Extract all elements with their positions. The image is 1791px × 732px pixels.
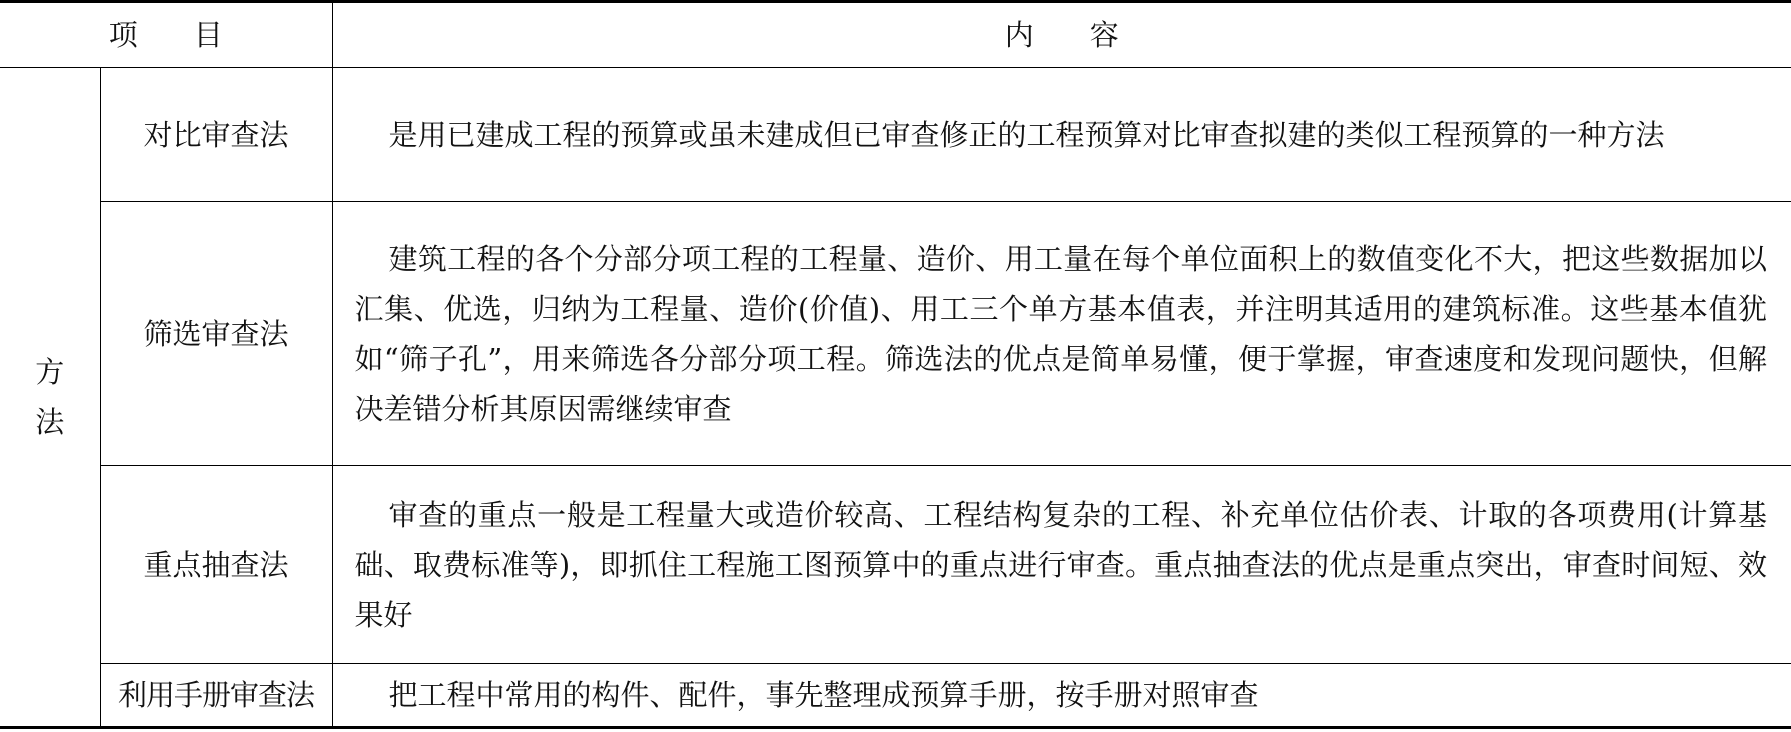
method-name-cell: 重点抽查法 [100,466,332,664]
header-content-label: 内容 [1004,18,1175,52]
header-item-cell [0,2,332,68]
table-row [0,68,1791,202]
group-label-char-1: 方 [35,355,65,389]
method-content-cell: 把工程中常用的构件、配件，事先整理成预算手册，按手册对照审查 [332,664,1791,728]
method-name-cell: 对比审查法 [100,68,332,202]
header-item-label: 项目 [108,18,279,52]
method-name-cell: 利用手册审查法 [100,664,332,728]
group-label-cell [0,68,100,728]
table-row [0,664,1791,728]
header-content-cell [332,2,1791,68]
method-name-cell: 筛选审查法 [100,202,332,466]
table-header-row [0,2,1791,68]
method-content-cell: 建筑工程的各个分部分项工程的工程量、造价、用工量在每个单位面积上的数值变化不大，把这些数据加以汇集、优选，归纳为工程量、造价(价值)、用工三个单方基本值表，并注明其适用的建筑标准。这些基本值犹如“筛子孔”，用来筛选各分部分项工程。筛选法的优点是简单易懂，便于掌握，审查速度和发现问题快，但解决差错分析其原因需继续审查 [332,202,1791,466]
method-content-cell: 是用已建成工程的预算或虽未建成但已审查修正的工程预算对比审查拟建的类似工程预算的一种方法 [332,68,1791,202]
table-row [0,466,1791,664]
group-label-char-2: 法 [35,405,65,439]
method-content-cell: 审查的重点一般是工程量大或造价较高、工程结构复杂的工程、补充单位估价表、计取的各项费用(计算基础、取费标准等)，即抓住工程施工图预算中的重点进行审查。重点抽查法的优点是重点突出，审查时间短、效果好 [332,466,1791,664]
table-row [0,202,1791,466]
